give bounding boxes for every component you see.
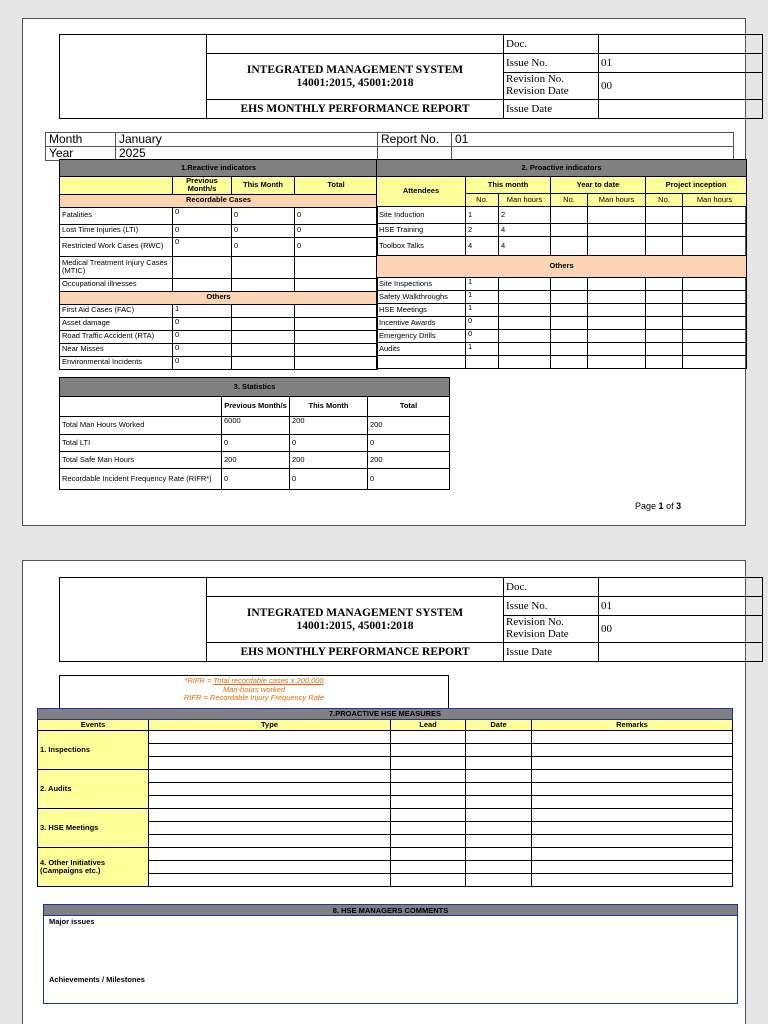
hse-comments-title: 8. HSE MANAGERS COMMENTS — [44, 905, 737, 916]
achievements-label: Achievements / Milestones — [49, 975, 145, 984]
reactive-title: 1.Reactive indicators — [60, 160, 378, 177]
others-prev: 0 — [173, 317, 232, 330]
statistics-prev: 0 — [222, 435, 290, 452]
issue-date-value — [599, 643, 763, 662]
statistics-this: 200 — [290, 417, 368, 435]
col-project-inception: Project inception — [646, 177, 747, 194]
hse-comments-box — [43, 904, 738, 1004]
doc-label: Doc. — [504, 35, 599, 54]
event-label: 4. Other Initiatives (Campaigns etc.) — [38, 848, 149, 887]
statistics-prev: 200 — [222, 452, 290, 469]
issue-no-label: Issue No. — [504, 54, 599, 73]
statistics-col-total: Total — [368, 397, 450, 417]
revision-no-label: Revision No. — [506, 73, 565, 86]
others-prev: 1 — [173, 304, 232, 317]
page-total: 3 — [676, 501, 682, 511]
month-value: January — [116, 133, 378, 147]
statistics-col-this: This Month — [290, 397, 368, 417]
attendee-man-hours: 2 — [499, 207, 551, 224]
document-header — [59, 577, 763, 662]
others-prev: 0 — [173, 330, 232, 343]
recordable-prev — [173, 256, 232, 278]
report-no-value: 01 — [452, 133, 734, 147]
reactive-col-total: Total — [295, 177, 378, 195]
others-total — [295, 343, 378, 356]
header-blank-cell — [207, 35, 504, 54]
event-label: 2. Audits — [38, 770, 149, 809]
attendee-man-hours: 4 — [499, 224, 551, 237]
sub-man-hours: Man hours — [683, 194, 747, 207]
system-standards: 14001:2015, 45001:2018 — [296, 76, 414, 89]
recordable-prev — [173, 278, 232, 291]
rifr-formula: Total recordable cases x 200,000 — [213, 676, 324, 685]
others-this — [232, 317, 295, 330]
revision-no-label: Revision No. — [506, 616, 565, 629]
month-label: Month — [46, 133, 116, 147]
month-year-table — [45, 132, 734, 161]
sub-no: No. — [646, 194, 683, 207]
attendee-label: HSE Training — [377, 224, 466, 237]
recordable-this: 0 — [232, 237, 295, 256]
report-name: EHS MONTHLY PERFORMANCE REPORT — [207, 643, 504, 662]
report-no-label: Report No. — [378, 133, 452, 147]
others-this — [232, 304, 295, 317]
statistics-this: 0 — [290, 469, 368, 490]
year-value: 2025 — [116, 147, 378, 161]
proactive-others-no: 0 — [466, 330, 499, 343]
year-label: Year — [46, 147, 116, 161]
statistics-total: 0 — [368, 435, 450, 452]
revision-value: 00 — [599, 73, 763, 100]
page-label: Page — [635, 501, 657, 511]
sub-no: No. — [551, 194, 588, 207]
major-issues-label: Major issues — [49, 917, 95, 926]
recordable-total — [295, 278, 378, 291]
reactive-col-prev: Previous Month/s — [173, 177, 232, 195]
revision-date-label: Revision Date — [506, 85, 569, 97]
attendee-man-hours: 4 — [499, 237, 551, 256]
recordable-this — [232, 256, 295, 278]
system-standards: 14001:2015, 45001:2018 — [296, 619, 414, 632]
proactive-others-no: 1 — [466, 304, 499, 317]
logo-cell — [60, 578, 207, 662]
system-title — [207, 54, 504, 100]
statistics-row-label: Total LTI — [60, 435, 222, 452]
others-this — [232, 356, 295, 369]
proactive-others-label: Emergency Drills — [377, 330, 466, 343]
others-this — [232, 343, 295, 356]
proactive-others-label: Incentive Awards — [377, 317, 466, 330]
logo-cell — [60, 35, 207, 119]
reactive-others-title: Others — [60, 291, 378, 304]
statistics-this: 0 — [290, 435, 368, 452]
proactive-others-label: Audits — [377, 343, 466, 356]
recordable-this: 0 — [232, 224, 295, 237]
others-total — [295, 330, 378, 343]
attendee-label: Site Induction — [377, 207, 466, 224]
recordable-row-label: Lost Time Injuries (LTI) — [60, 224, 173, 237]
others-row-label: Near Misses — [60, 343, 173, 356]
system-title-text: INTEGRATED MANAGEMENT SYSTEM — [246, 63, 464, 76]
rifr-denominator: Man-hours worked — [222, 684, 286, 694]
sub-man-hours: Man hours — [588, 194, 646, 207]
revision-date-label: Revision Date — [506, 628, 569, 640]
col-type: Type — [149, 720, 391, 731]
recordable-prev: 0 — [173, 237, 232, 256]
recordable-total: 0 — [295, 207, 378, 224]
doc-label: Doc. — [504, 578, 599, 597]
proactive-indicators-table — [376, 159, 747, 369]
col-this-month: This month — [466, 177, 551, 194]
report-page-1 — [22, 18, 746, 526]
attendee-no: 2 — [466, 224, 499, 237]
others-total — [295, 304, 378, 317]
doc-value — [599, 35, 763, 54]
sub-no: No. — [466, 194, 499, 207]
page-current: 1 — [658, 501, 664, 511]
revision-labels — [504, 73, 599, 100]
col-events: Events — [38, 720, 149, 731]
event-label: 1. Inspections — [38, 731, 149, 770]
statistics-total: 200 — [368, 417, 450, 435]
others-prev: 0 — [173, 356, 232, 369]
others-row-label: First Aid Cases (FAC) — [60, 304, 173, 317]
issue-date-label: Issue Date — [504, 643, 599, 662]
report-name: EHS MONTHLY PERFORMANCE REPORT — [207, 100, 504, 119]
proactive-measures-title: 7.PROACTIVE HSE MEASURES — [38, 709, 733, 720]
recordable-total: 0 — [295, 224, 378, 237]
system-title — [207, 597, 504, 643]
doc-value — [599, 578, 763, 597]
document-header — [59, 34, 763, 119]
sub-man-hours: Man hours — [499, 194, 551, 207]
recordable-this: 0 — [232, 207, 295, 224]
proactive-others-no: 1 — [466, 278, 499, 291]
proactive-others-no: 1 — [466, 343, 499, 356]
others-row-label: Environmental Incidents — [60, 356, 173, 369]
statistics-row-label: Total Safe Man Hours — [60, 452, 222, 469]
header-blank-cell — [207, 578, 504, 597]
proactive-others-label: HSE Meetings — [377, 304, 466, 317]
recordable-this — [232, 278, 295, 291]
page-of: of — [666, 501, 674, 511]
others-total — [295, 317, 378, 330]
issue-date-value — [599, 100, 763, 119]
rifr-note-box — [59, 675, 449, 709]
attendee-label: Toolbox Talks — [377, 237, 466, 256]
reactive-col-this: This Month — [232, 177, 295, 195]
proactive-title: 2. Proactive indicators — [377, 160, 747, 177]
statistics-row-label: Total Man Hours Worked — [60, 417, 222, 435]
others-total — [295, 356, 378, 369]
attendees-label: Attendees — [377, 177, 466, 207]
issue-no-label: Issue No. — [504, 597, 599, 616]
recordable-prev: 0 — [173, 207, 232, 224]
attendee-no: 1 — [466, 207, 499, 224]
event-label: 3. HSE Meetings — [38, 809, 149, 848]
others-row-label: Road Traffic Accident (RTA) — [60, 330, 173, 343]
statistics-col-prev: Previous Month/s — [222, 397, 290, 417]
others-this — [232, 330, 295, 343]
statistics-row-label: Recordable Incident Frequency Rate (RIFR*) — [60, 469, 222, 490]
proactive-others-label: Site Inspections — [377, 278, 466, 291]
col-remarks: Remarks — [532, 720, 733, 731]
page-number — [635, 501, 681, 511]
recordable-total: 0 — [295, 237, 378, 256]
others-row-label: Asset damage — [60, 317, 173, 330]
report-page-2 — [22, 560, 746, 1024]
statistics-head-blank — [60, 397, 222, 417]
proactive-others-no: 1 — [466, 291, 499, 304]
attendee-no: 4 — [466, 237, 499, 256]
col-date: Date — [466, 720, 532, 731]
proactive-others-no: 0 — [466, 317, 499, 330]
statistics-total: 200 — [368, 452, 450, 469]
rifr-prefix: *RIFR = — [184, 676, 214, 685]
statistics-prev: 0 — [222, 469, 290, 490]
recordable-row-label: Occupational illnesses — [60, 278, 173, 291]
statistics-table — [59, 377, 450, 490]
system-title-text: INTEGRATED MANAGEMENT SYSTEM — [246, 606, 464, 619]
proactive-others-title: Others — [377, 256, 747, 278]
statistics-title: 3. Statistics — [60, 378, 450, 397]
reactive-indicators-table — [59, 159, 378, 370]
issue-date-label: Issue Date — [504, 100, 599, 119]
statistics-total: 0 — [368, 469, 450, 490]
others-prev: 0 — [173, 343, 232, 356]
revision-labels — [504, 616, 599, 643]
col-year-to-date: Year to date — [551, 177, 646, 194]
rifr-definition: RIFR = Recordable Injury Frequency Rate — [183, 693, 325, 703]
issue-no-value: 01 — [599, 54, 763, 73]
revision-value: 00 — [599, 616, 763, 643]
recordable-total — [295, 256, 378, 278]
proactive-measures-table — [37, 708, 733, 887]
statistics-this: 200 — [290, 452, 368, 469]
issue-no-value: 01 — [599, 597, 763, 616]
recordable-cases-title: Recordable Cases — [60, 194, 378, 207]
statistics-prev: 6000 — [222, 417, 290, 435]
recordable-row-label: Fatalities — [60, 207, 173, 224]
reactive-head-blank — [60, 177, 173, 195]
proactive-others-label: Safety Walkthroughs — [377, 291, 466, 304]
recordable-row-label: Restricted Work Cases (RWC) — [60, 237, 173, 256]
col-lead: Lead — [391, 720, 466, 731]
rifr-note — [60, 676, 448, 703]
recordable-prev: 0 — [173, 224, 232, 237]
recordable-row-label: Medical Treatment Injury Cases (MTIC) — [60, 256, 173, 278]
